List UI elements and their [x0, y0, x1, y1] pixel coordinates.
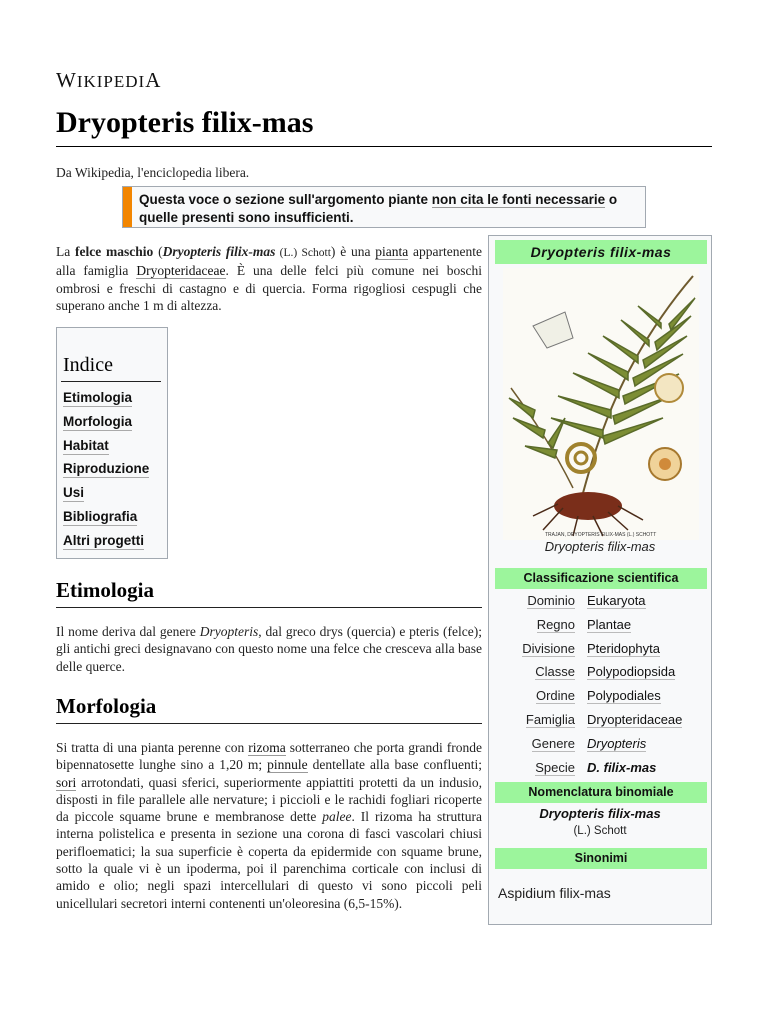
row-value-specie: D. filix-mas: [587, 760, 657, 775]
fern-illustration-svg: [503, 268, 699, 540]
row-label-divisione[interactable]: Divisione: [522, 641, 575, 656]
text-run: . È una delle felci più comune nei boschi ombrosi e freschi di castagno e di quercia. Forma rigogliosi cespugli che superano anche 1 m di altezza.: [56, 263, 482, 313]
text-run: sotterraneo che porta grandi fronde bipennatosette lunghe sino a 1,20 m;: [56, 740, 482, 773]
row-label-genere[interactable]: Genere: [531, 736, 575, 751]
wikipedia-logo[interactable]: [56, 68, 161, 93]
row-value-famiglia[interactable]: Dryopteridaceae: [587, 712, 683, 727]
intro-paragraph: [56, 243, 482, 314]
binomial-name: Dryopteris filix-mas: [539, 806, 661, 821]
toc-title: Indice: [63, 354, 113, 376]
row-label-specie[interactable]: Specie: [535, 760, 575, 775]
link-pianta[interactable]: pianta: [375, 244, 409, 259]
row-label-classe[interactable]: Classe: [535, 664, 575, 679]
section-heading-etimologia: Etimologia: [56, 578, 154, 602]
link-sori[interactable]: sori: [56, 774, 77, 790]
tagline: Da Wikipedia, l'enciclopedia libera.: [56, 165, 250, 180]
row-label-famiglia[interactable]: Famiglia: [525, 712, 575, 727]
page-title: Dryopteris filix-mas: [56, 106, 314, 139]
authority-text: (L.) Schott: [275, 247, 331, 259]
genus-name: Dryopteris: [199, 624, 259, 639]
image-caption: Dryopteris filix-mas: [544, 539, 656, 554]
row-label-ordine[interactable]: Ordine: [535, 688, 575, 703]
logo-middle: IKIPEDI: [76, 72, 146, 91]
text-run: . Il rizoma ha struttura interna polistelica e presenta in sezione una corona di fasci vascolari chiusi perifloematici; la sua superficie è coperta da epidermide con squame brune, sotto la quale vi è un ipoderma, poi il parenchima corticale con inclusi di amido e olio; negli spazi intercellulari di questo vi sono piccoli peli unicellulari secretori interni contenenti un'oleoresina (6,5-15%).: [56, 809, 482, 911]
row-value-ordine[interactable]: Polypodiales: [587, 688, 661, 703]
morfologia-paragraph: [56, 739, 482, 912]
taxobox: [488, 235, 712, 925]
notice-text-part: o quelle presenti sono insufficienti: [139, 192, 618, 225]
text-run: ) è una: [330, 244, 376, 259]
row-label-dominio[interactable]: Dominio: [527, 593, 575, 608]
row-value-dominio[interactable]: Eukaryota: [587, 593, 646, 608]
toc-item-riproduzione[interactable]: Riproduzione: [63, 461, 150, 476]
toc-item-bibliografia[interactable]: Bibliografia: [63, 509, 138, 524]
fern-illustration[interactable]: [503, 268, 699, 540]
text-run: Il nome deriva dal genere: [56, 624, 200, 639]
text-run: arrotondati, quasi sferici, superiormente appiattiti protetti da un indusio, disposti in file parallele alle nervature; i piccioli e le rachidi fogliari ricoperte da piccole squame brune e membranose dette: [56, 774, 482, 825]
text-run: appartenente alla famiglia: [56, 244, 482, 279]
row-value-genere[interactable]: Dryopteris: [587, 736, 647, 751]
toc-item-altri-progetti[interactable]: Altri progetti: [63, 533, 144, 548]
toc-item-morfologia[interactable]: Morfologia: [63, 414, 132, 429]
citation-notice-box: [122, 186, 646, 228]
text-run: La: [56, 244, 76, 259]
toc-item-usi[interactable]: Usi: [63, 485, 85, 500]
toc-item-habitat[interactable]: Habitat: [63, 438, 109, 453]
text-run: dentellate alla base confluenti;: [307, 757, 482, 773]
notice-text: [139, 191, 637, 227]
notice-link[interactable]: non cita le fonti necessarie: [431, 192, 606, 207]
scientific-name: Dryopteris filix-mas: [162, 244, 276, 259]
text-run: , dal greco drys (quercia) e pteris (felce); gli antichi greci designavano con questo nome una felce che cresceva alla base delle querce.: [56, 624, 482, 674]
image-label: TRAJAN, DRYOPTERIS FILIX-MAS (L.) SCHOTT: [545, 532, 657, 538]
link-dryopteridaceae[interactable]: Dryopteridaceae: [136, 263, 226, 279]
table-of-contents: [56, 327, 168, 559]
notice-text-part: Questa voce o sezione sull'argomento piante: [139, 192, 432, 207]
text-run: (: [153, 244, 163, 259]
common-name: felce maschio: [75, 244, 154, 259]
notice-text-end: .: [349, 210, 354, 225]
row-value-divisione[interactable]: Pteridophyta: [587, 641, 660, 656]
synonym-text: Aspidium filix-mas: [498, 885, 611, 901]
infobox-title: Dryopteris filix-mas: [495, 240, 707, 264]
palee-term: palee: [322, 809, 352, 825]
classification-header: Classificazione scientifica: [495, 568, 707, 589]
etimologia-paragraph: [56, 623, 482, 675]
section-heading-morfologia: Morfologia: [56, 694, 157, 718]
logo-first-letter: W: [56, 68, 77, 92]
link-pinnule[interactable]: pinnule: [267, 757, 308, 773]
section-divider: [56, 607, 482, 608]
binomial-header: Nomenclatura binomiale: [495, 782, 707, 803]
row-value-regno[interactable]: Plantae: [587, 617, 632, 632]
synonyms-header: Sinonimi: [495, 848, 707, 869]
logo-last-letter: A: [145, 68, 162, 92]
notice-accent-bar: [123, 187, 132, 227]
toc-divider: [61, 381, 161, 382]
binomial-authority: (L.) Schott: [573, 825, 627, 837]
section-divider: [56, 723, 482, 724]
link-rizoma[interactable]: rizoma: [248, 740, 286, 755]
text-run: Si tratta di una pianta perenne con: [56, 740, 249, 755]
row-value-classe[interactable]: Polypodiopsida: [587, 664, 676, 679]
toc-item-etimologia[interactable]: Etimologia: [63, 390, 133, 405]
row-label-regno[interactable]: Regno: [536, 617, 575, 632]
title-divider: [56, 146, 712, 147]
